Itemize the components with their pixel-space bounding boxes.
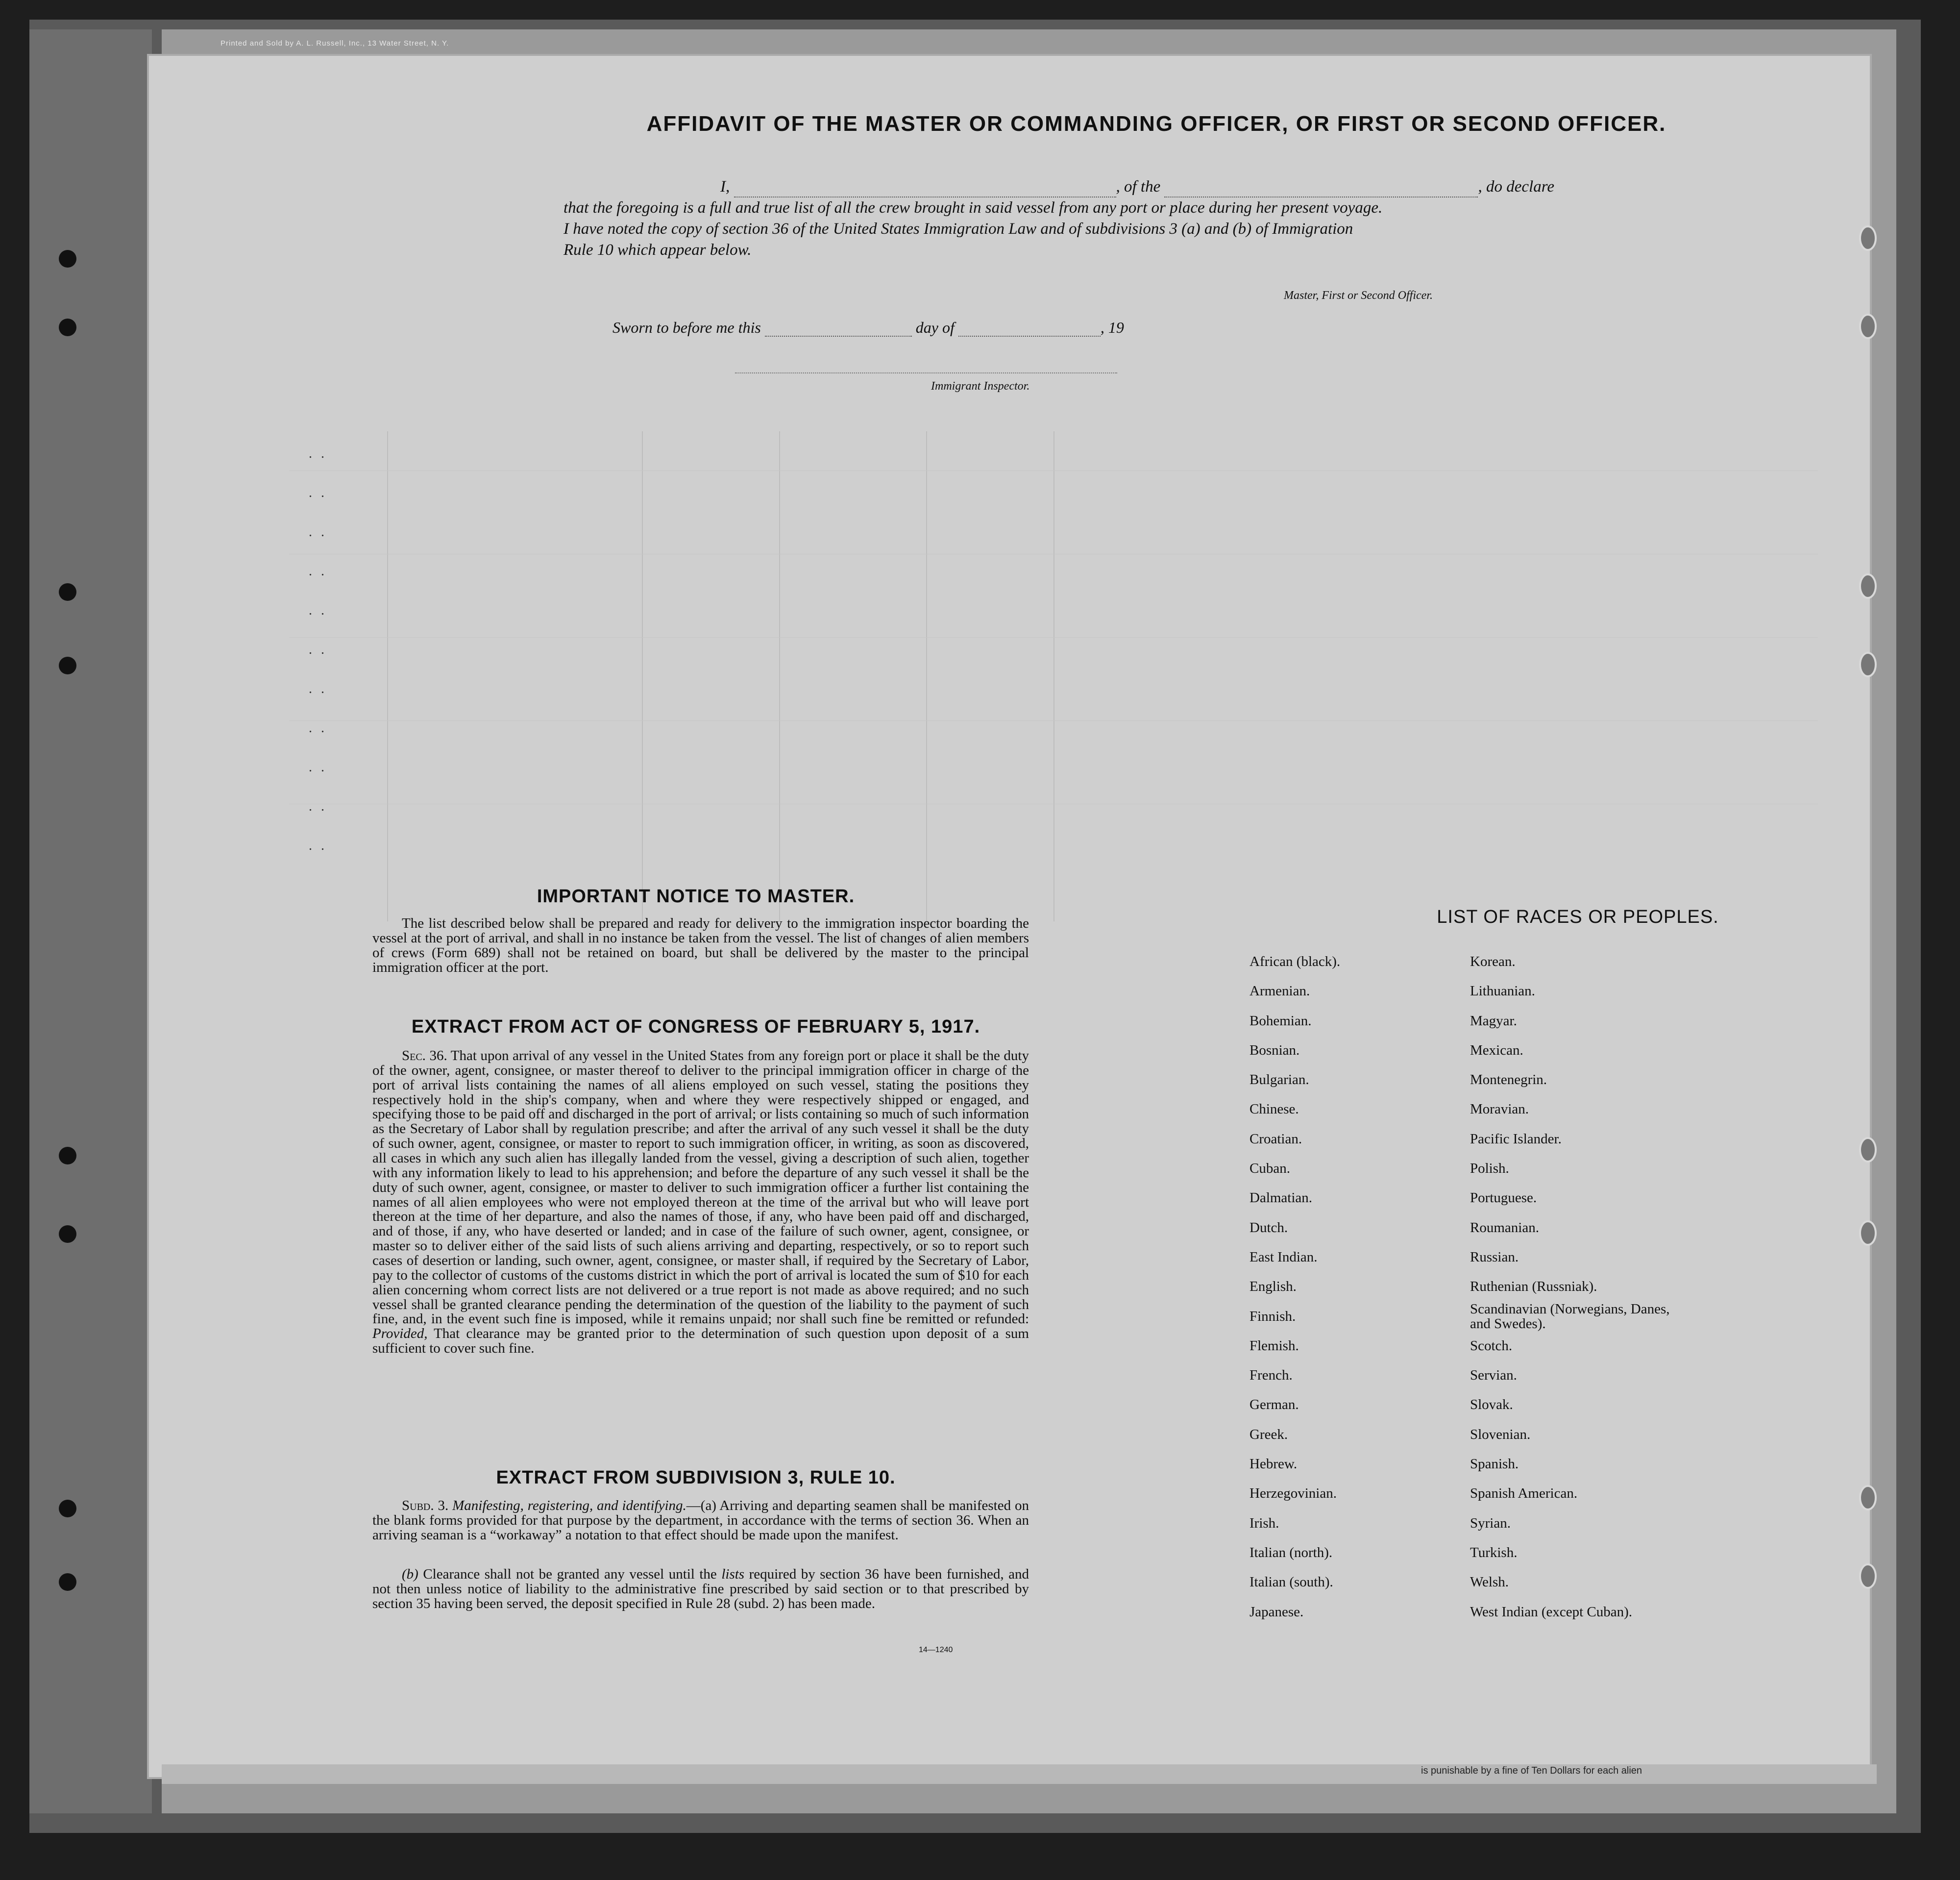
binder-hole-icon	[59, 1573, 76, 1591]
ditto-marks: ..	[309, 838, 333, 853]
subdivision-3b-text	[372, 1567, 1029, 1611]
binder-hole-icon	[59, 319, 76, 336]
affidavit-declaration	[564, 176, 1740, 261]
ditto-marks: ..	[309, 524, 333, 540]
act-extract-title: EXTRACT FROM ACT OF CONGRESS OF FEBRUARY 5, 1917.	[411, 1016, 980, 1037]
ditto-marks: ..	[309, 603, 333, 618]
race-item: German.	[1250, 1397, 1299, 1413]
race-item: Herzegovinian.	[1250, 1485, 1337, 1502]
subdivision-3a-text	[372, 1499, 1029, 1543]
ditto-marks: ..	[309, 720, 333, 736]
race-item: Mexican.	[1470, 1042, 1523, 1058]
ghost-column-line	[387, 431, 388, 921]
proviso-text: That clearance may be granted prior to the determination of such question upon deposit of a sum sufficient to cover such fine.	[372, 1326, 1029, 1357]
race-item: Dalmatian.	[1250, 1190, 1313, 1206]
subdivision-heading: Manifesting, registering, and identifying.	[452, 1498, 686, 1513]
race-item: French.	[1250, 1367, 1293, 1384]
race-item: Slovak.	[1470, 1397, 1513, 1413]
binder-hole-icon	[59, 1500, 76, 1517]
binder-strip	[29, 29, 152, 1813]
race-item: Pacific Islander.	[1470, 1131, 1562, 1147]
para-b-lists: lists	[721, 1566, 745, 1582]
form-number: 14—1240	[919, 1646, 953, 1654]
race-item: Irish.	[1250, 1515, 1279, 1531]
binder-hole-icon	[1859, 1563, 1877, 1589]
declaration-start: I,	[720, 178, 730, 196]
ditto-marks: ..	[309, 485, 333, 500]
race-item: Croatian.	[1250, 1131, 1302, 1147]
printer-imprint: Printed and Sold by A. L. Russell, Inc., 13 Water Street, N. Y.	[220, 39, 449, 48]
section-36-text	[372, 1049, 1029, 1356]
race-item: Roumanian.	[1470, 1219, 1539, 1236]
race-item: Montenegrin.	[1470, 1072, 1547, 1088]
race-item: Scotch.	[1470, 1337, 1513, 1354]
race-item: Dutch.	[1250, 1219, 1288, 1236]
sworn-line	[612, 319, 1124, 337]
race-item: Syrian.	[1470, 1515, 1511, 1531]
master-signature-caption: Master, First or Second Officer.	[1284, 289, 1433, 302]
race-item: Russian.	[1470, 1249, 1519, 1265]
race-item: Flemish.	[1250, 1337, 1299, 1354]
sworn-day-blank	[765, 336, 912, 337]
section-36-body: That upon arrival of any vessel in the United States from any foreign port or place it shall be the duty of the owner, agent, consignee, or master thereof to deliver to the principal immigration officer in charge of the port of arrival lists containing the names of all aliens employed on such vessel, stating the positions they respectively hold in the ship's company, when and where they were respectively shipped or engaged, and specifying those to be paid off and discharged in the port of arrival; or lists containing so much of such information as the Secretary of Labor shall by regulation prescribe; and after the arrival of any such vessel it shall be the duty of such owner, agent, consignee, or master to report to such immigration officer, in writing, as soon as discovered, all cases in which any such alien has illegally landed from the vessel, giving a description of such alien, together with any information likely to lead to his apprehension; and before the departure of any such vessel it shall be the duty of such owner, agent, consignee, or master to deliver to such immigration officer a further list containing the names of all alien employees who were not employed thereon at the time of the arrival but who will leave port thereon at the time of her departure, and also the names of those, if any, who have been paid off and discharged, and of those, if any, who have deserted or landed; and in case of the failure of such owner, agent, consignee, or master so to deliver either of the said lists of such aliens arriving and departing, respectively, or so to report such cases of desertion or landing, such owner, agent, consignee, or master shall, if required by the Secretary of Labor, pay to the collector of customs of the customs district in which the port of arrival is located the sum of $10 for each alien concerning whom correct lists are not delivered or a true report is not made as above required; and no such vessel shall be granted clearance pending the determination of the question of the liability to the payment of such fine, and, in the event such fine is imposed, while it remains unpaid; nor shall such fine be remitted or refunded:	[372, 1048, 1029, 1327]
ditto-marks: ..	[309, 446, 333, 461]
binder-hole-icon	[59, 250, 76, 268]
binder-hole-icon	[1859, 225, 1877, 251]
race-item: Magyar.	[1470, 1013, 1517, 1029]
important-notice-text: The list described below shall be prepared and ready for delivery to the immigration inspector boarding the vessel at the port of arrival, and shall in no instance be taken from the vessel. The list of changes of alien members of crews (Form 689) shall not be retained on board, but shall be delivered by the master to the principal immigration officer at the port.	[372, 915, 1029, 975]
para-b-post: required by section 36 have been furnished, and not then unless notice of liability to the administrative fine prescribed by said section or to that prescribed by section 35 having been served, the deposit specified in Rule 28 (subd. 2) has been made.	[372, 1566, 1029, 1611]
race-item: Lithuanian.	[1470, 983, 1535, 999]
declaration-of-the: , of the	[1116, 178, 1161, 196]
race-item: English.	[1250, 1279, 1297, 1295]
ghost-column-line	[926, 431, 927, 921]
binder-hole-icon	[1859, 1137, 1877, 1163]
race-item: Korean.	[1470, 954, 1516, 969]
affidavit-page	[147, 54, 1872, 1779]
subdivision-label: Subd. 3.	[402, 1498, 449, 1513]
ditto-marks: ..	[309, 681, 333, 696]
race-item: Polish.	[1470, 1161, 1509, 1177]
sworn-day-label: day of	[915, 319, 955, 336]
race-item: Bulgarian.	[1250, 1072, 1309, 1088]
race-item: Armenian.	[1250, 983, 1310, 999]
inspector-signature-rule	[735, 372, 1117, 373]
binder-hole-icon	[1859, 1220, 1877, 1246]
race-item: Welsh.	[1470, 1574, 1509, 1590]
inspector-caption: Immigrant Inspector.	[931, 380, 1030, 393]
race-item: Ruthenian (Russniak).	[1470, 1279, 1597, 1295]
race-item: Chinese.	[1250, 1101, 1299, 1117]
race-item: Cuban.	[1250, 1161, 1290, 1177]
race-item: Moravian.	[1470, 1101, 1529, 1117]
affidavit-body-line-3: Rule 10 which appear below.	[564, 241, 752, 259]
binder-hole-icon	[1859, 1485, 1877, 1510]
races-right-column	[1470, 947, 1676, 1627]
sworn-year-label: , 19	[1100, 319, 1124, 336]
ghost-row-line	[289, 637, 1818, 638]
race-item: Scandinavian (Norwegians, Danes, and Swedes).	[1470, 1301, 1670, 1332]
declaration-end: , do declare	[1478, 178, 1554, 196]
race-item: Spanish American.	[1470, 1485, 1578, 1502]
ghost-row-line	[289, 470, 1818, 471]
binder-hole-icon	[1859, 573, 1877, 599]
binder-hole-icon	[59, 657, 76, 674]
race-item: Turkish.	[1470, 1544, 1518, 1560]
binder-hole-icon	[1859, 314, 1877, 339]
race-item: African (black).	[1250, 954, 1341, 969]
important-notice-title: IMPORTANT NOTICE TO MASTER.	[537, 886, 855, 907]
binder-hole-icon	[59, 1147, 76, 1164]
sworn-month-blank	[958, 336, 1101, 337]
ghost-column-line	[779, 431, 780, 921]
para-b-label: (b)	[402, 1566, 418, 1582]
ditto-marks: ..	[309, 799, 333, 814]
race-item: Bohemian.	[1250, 1013, 1312, 1029]
race-item: Japanese.	[1250, 1604, 1304, 1620]
ghost-row-line	[289, 720, 1818, 721]
binder-hole-icon	[59, 1225, 76, 1243]
rule-extract-title: EXTRACT FROM SUBDIVISION 3, RULE 10.	[496, 1467, 896, 1488]
race-item: Italian (south).	[1250, 1574, 1333, 1590]
race-item: Portuguese.	[1470, 1190, 1537, 1206]
race-item: Spanish.	[1470, 1456, 1519, 1472]
ditto-marks: ..	[309, 564, 333, 579]
race-item: East Indian.	[1250, 1249, 1318, 1265]
affidavit-title: AFFIDAVIT OF THE MASTER OR COMMANDING OFFICER, OR FIRST OR SECOND OFFICER.	[646, 112, 1666, 136]
race-item: Finnish.	[1250, 1308, 1296, 1324]
race-item: Italian (north).	[1250, 1544, 1333, 1560]
binder-hole-icon	[59, 583, 76, 601]
ghost-column-line	[642, 431, 643, 921]
race-item: West Indian (except Cuban).	[1470, 1604, 1633, 1620]
ditto-marks: ..	[309, 642, 333, 657]
race-item: Servian.	[1470, 1367, 1517, 1384]
subdivision-para-a: —(a) Arriving and departing seamen shall be manifested on the blank forms provided for that purpose by the department, in accordance with the terms of section 36. When an arriving seaman is a “workaway” a notation to that effect should be made upon the manifest.	[372, 1498, 1029, 1543]
race-item: Greek.	[1250, 1426, 1288, 1442]
race-item: Slovenian.	[1470, 1426, 1531, 1442]
para-b-pre: Clearance shall not be granted any vessel until the	[423, 1566, 717, 1582]
binder-hole-icon	[1859, 652, 1877, 677]
underlying-page-text: is punishable by a fine of Ten Dollars for each alien	[1421, 1765, 1642, 1776]
races-list-title: LIST OF RACES OR PEOPLES.	[1437, 907, 1719, 927]
races-left-column	[1250, 947, 1340, 1627]
proviso-word: Provided,	[372, 1326, 428, 1342]
ditto-marks: ..	[309, 760, 333, 775]
section-label: Sec. 36.	[402, 1048, 447, 1064]
affidavit-body-line-1: that the foregoing is a full and true list of all the crew brought in said vessel from any port or place during her present voyage.	[564, 198, 1383, 217]
sworn-prefix: Sworn to before me this	[612, 319, 761, 336]
affidavit-body-line-2: I have noted the copy of section 36 of the United States Immigration Law and of subdivisions 3 (a) and (b) of Immigration	[564, 220, 1353, 238]
bleed-through-table	[289, 431, 1818, 921]
race-item: Bosnian.	[1250, 1042, 1300, 1058]
race-item: Hebrew.	[1250, 1456, 1298, 1472]
